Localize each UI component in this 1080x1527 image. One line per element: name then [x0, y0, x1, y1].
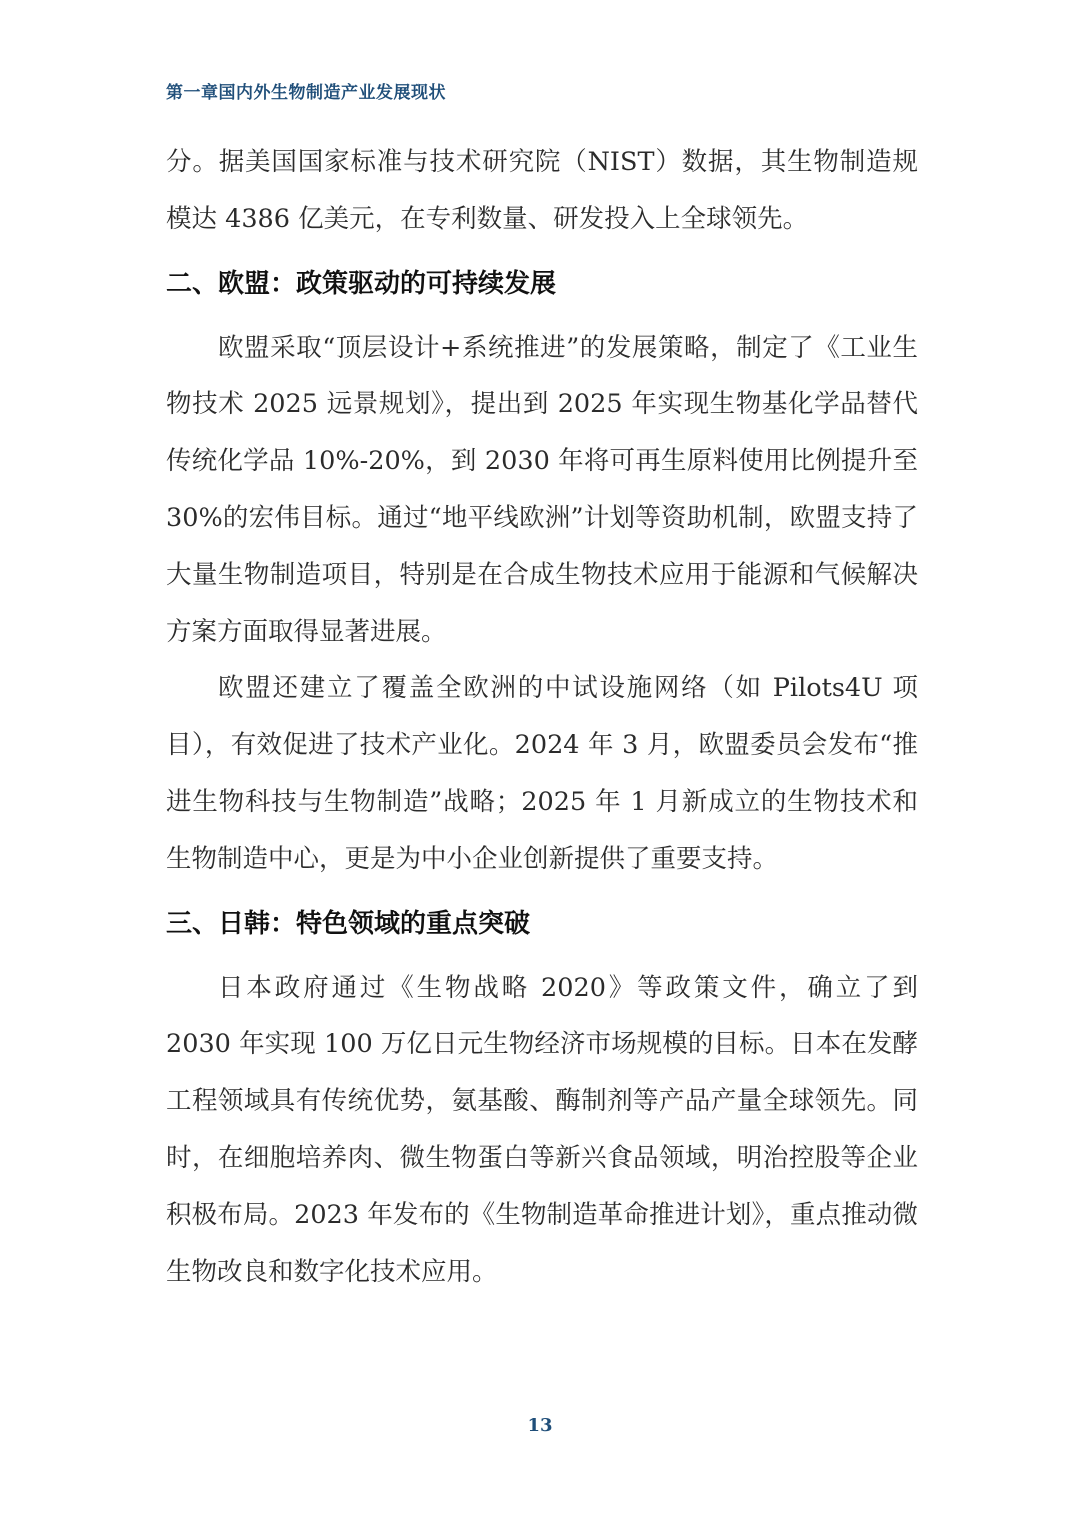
section-title-eu: 二、欧盟：政策驱动的可持续发展	[166, 268, 557, 299]
eu-paragraph-1: 欧盟采取“顶层设计+系统推进”的发展策略，制定了《工业生物技术 2025 远景规划》，提出到 2025 年实现生物基化学品替代传统化学品 10%-20%，到 2030 年将可再生原料使用比例提升至 30%的宏伟目标。通过“地平线欧洲”计划等资助机制，欧盟支持了大量生物制造项目，特别是在合成生物技术应用于能源和气候解决方案方面取得显著进展。	[166, 332, 918, 647]
page-number: 13	[527, 1415, 553, 1436]
section-title-japan-korea: 三、日韩：特色领域的重点突破	[166, 908, 531, 939]
jk-paragraph-1: 日本政府通过《生物战略 2020》等政策文件，确立了到 2030 年实现 100 万亿日元生物经济市场规模的目标。日本在发酵工程领域具有传统优势，氨基酸、酶制剂等产品产量全球领先。同时，在细胞培养肉、微生物蛋白等新兴食品领域，明治控股等企业积极布局。2023 年发布的《生物制造革命推进计划》，重点推动微生物改良和数字化技术应用。	[166, 972, 918, 1287]
eu-paragraph-2: 欧盟还建立了覆盖全欧洲的中试设施网络（如 Pilots4U 项目），有效促进了技术产业化。2024 年 3 月，欧盟委员会发布“推进生物科技与生物制造”战略；2025 年 1 月新成立的生物技术和生物制造中心，更是为中小企业创新提供了重要支持。	[166, 673, 918, 874]
intro-paragraph: 分。据美国国家标准与技术研究院（NIST）数据，其生物制造规模达 4386 亿美元，在专利数量、研发投入上全球领先。	[166, 147, 918, 234]
chapter-header: 第一章国内外生物制造产业发展现状	[166, 83, 446, 103]
page-content	[166, 134, 918, 1300]
